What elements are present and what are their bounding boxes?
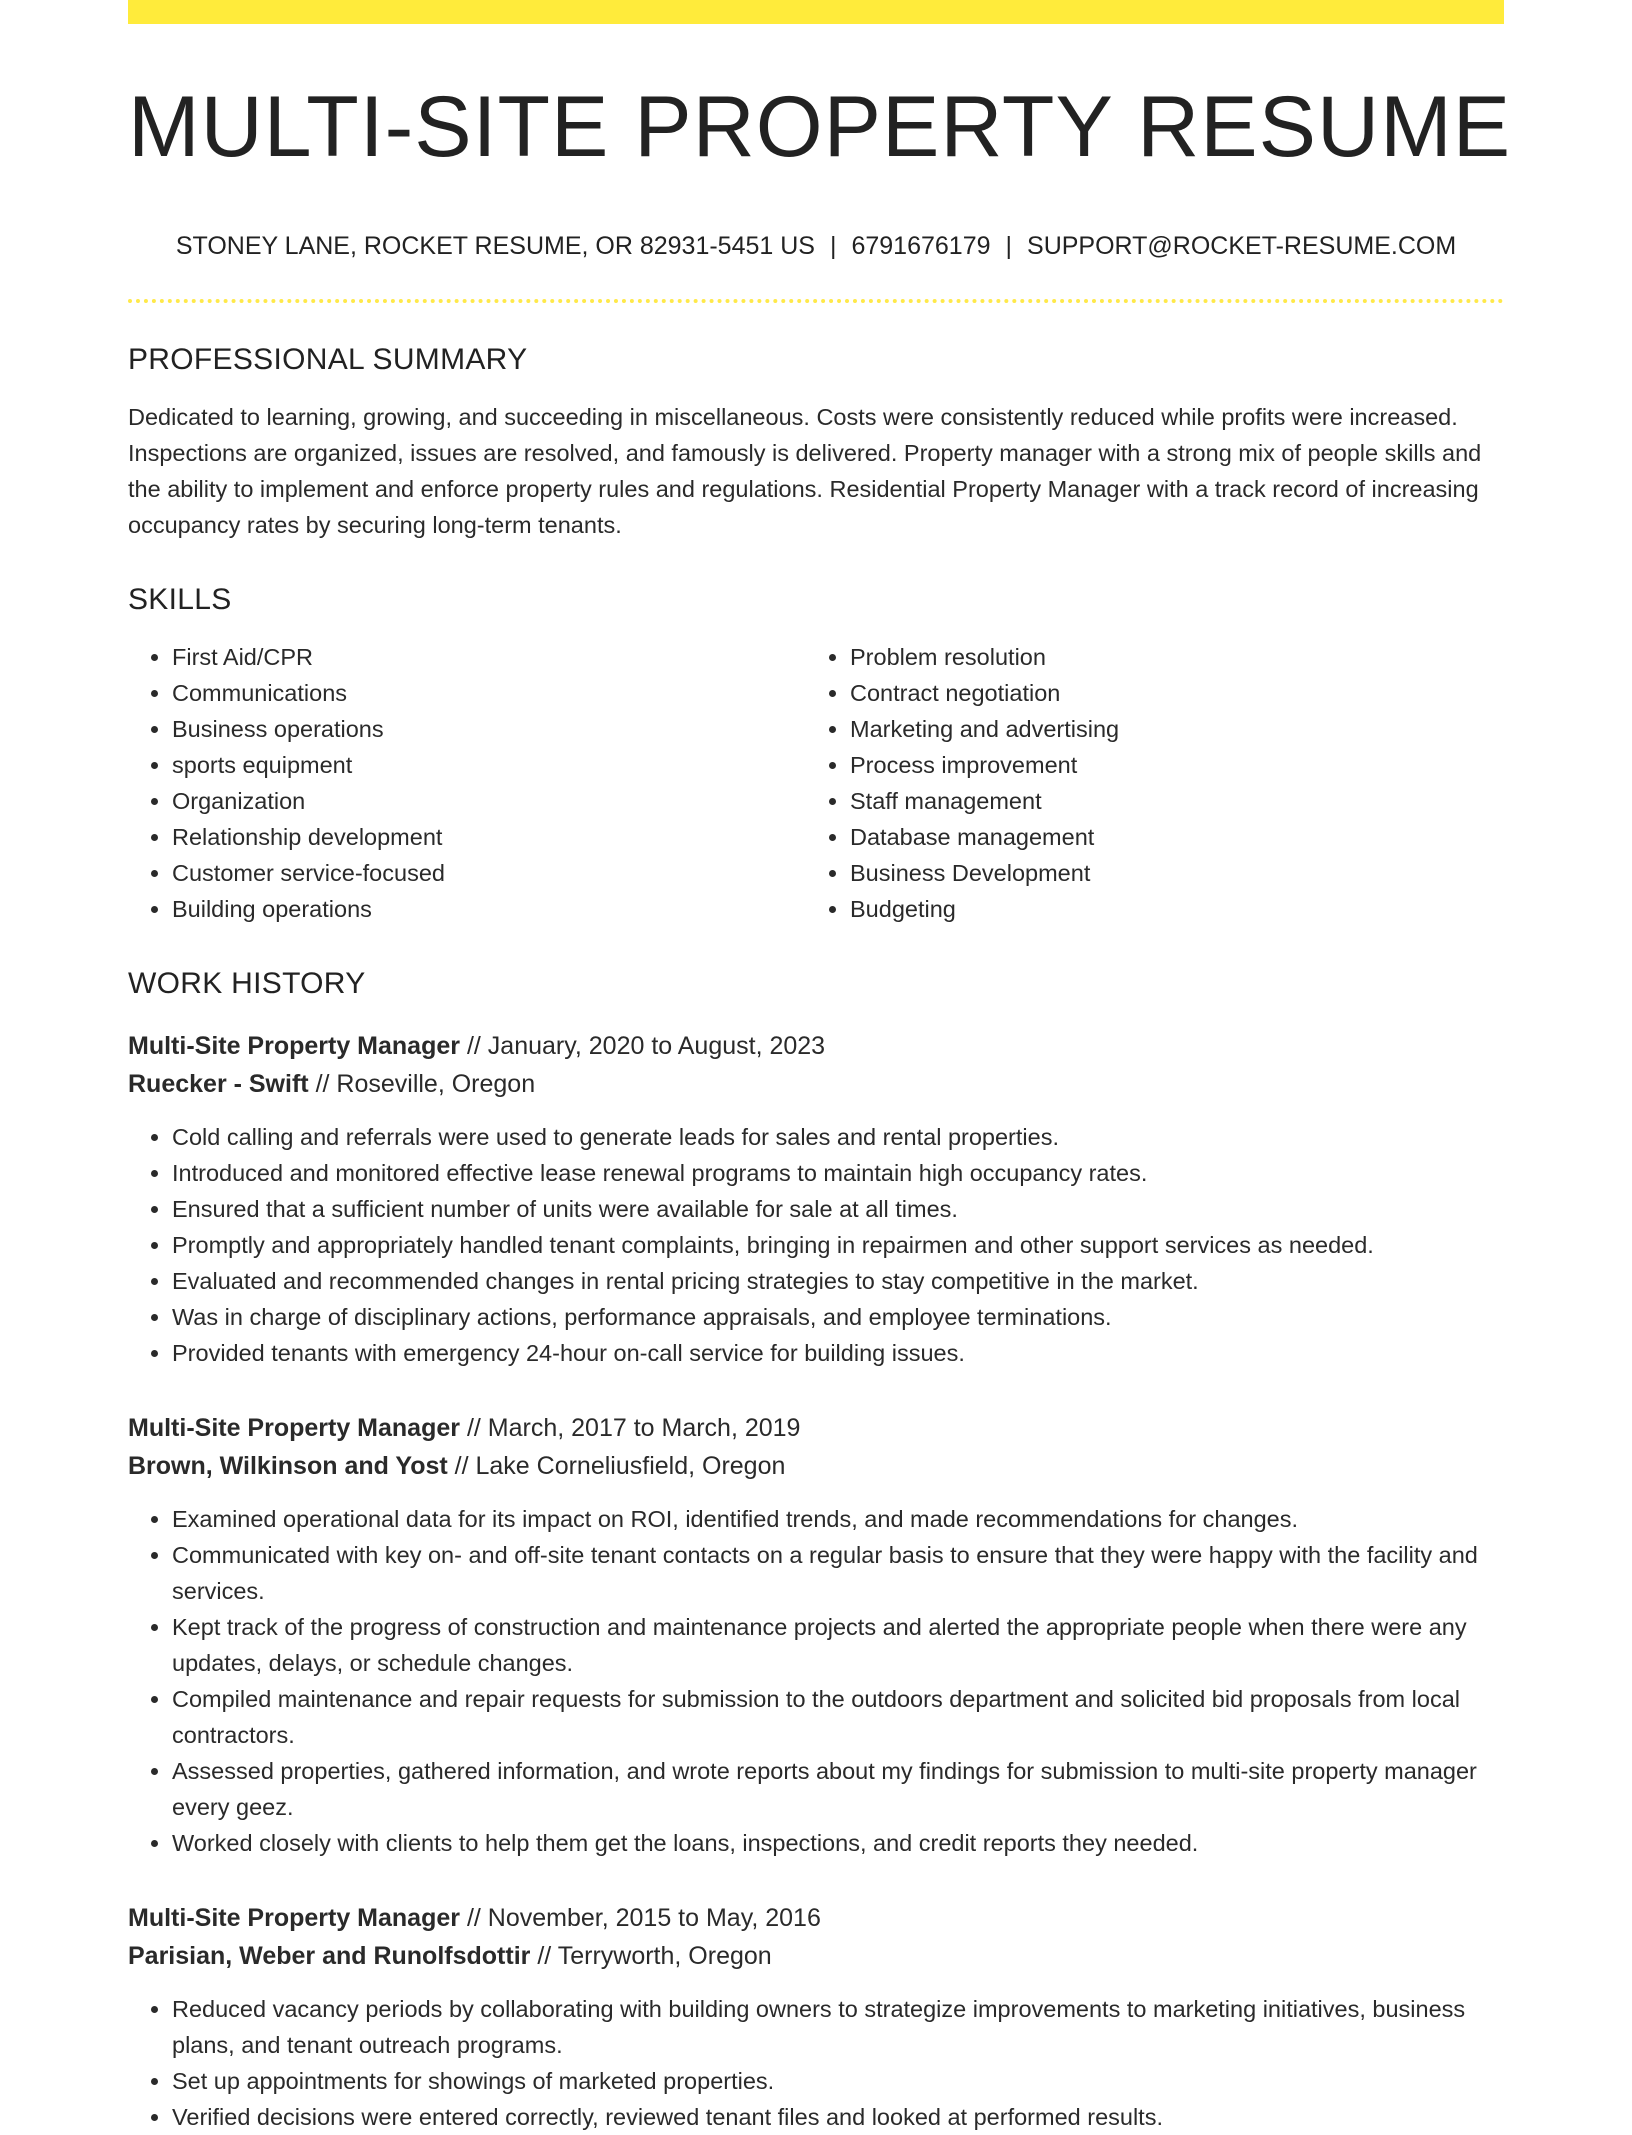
job-company: Brown, Wilkinson and Yost <box>128 1452 448 1481</box>
resume-title: MULTI-SITE PROPERTY RESUME <box>128 79 1512 175</box>
job-bullet: • Compiled maintenance and repair requests for submission to the outdoors department and solicited bid proposals from local contractors. <box>172 1681 1504 1753</box>
skill-item: • Staff management <box>850 783 1484 819</box>
skill-item: • Business Development <box>850 855 1484 891</box>
skill-item: • Customer service-focused <box>172 855 806 891</box>
email: SUPPORT@ROCKET-RESUME.COM <box>1027 232 1457 261</box>
job-bullet: • Ensured that a sufficient number of units were available for sale at all times. <box>172 1191 1504 1227</box>
skill-item: • Relationship development <box>172 819 806 855</box>
contact-separator: | <box>829 232 837 261</box>
resume-page <box>128 0 1512 2135</box>
job-entry <box>128 1899 1504 2135</box>
skills-heading: SKILLS <box>128 583 232 617</box>
job-bullet: • Worked closely with clients to help them get the loans, inspections, and credit reports they needed. <box>172 1825 1504 1861</box>
job-bullet: • Reduced vacancy periods by collaborating with building owners to strategize improvements to marketing initiatives, business plans, and tenant outreach programs. <box>172 1991 1504 2063</box>
job-bullet: • Examined operational data for its impact on ROI, identified trends, and made recommendations for changes. <box>172 1501 1504 1537</box>
skill-item: • Database management <box>850 819 1484 855</box>
job-bullet: • Cold calling and referrals were used to generate leads for sales and rental properties. <box>172 1119 1504 1155</box>
skill-item: • First Aid/CPR <box>172 639 806 675</box>
job-bullets <box>128 1991 1504 2135</box>
job-location: // Terryworth, Oregon <box>537 1942 772 1971</box>
job-location: // Roseville, Oregon <box>315 1070 536 1099</box>
skill-item: • Contract negotiation <box>850 675 1484 711</box>
job-title: Multi-Site Property Manager <box>128 1904 460 1933</box>
job-title: Multi-Site Property Manager <box>128 1032 460 1061</box>
job-company: Ruecker - Swift <box>128 1070 309 1099</box>
job-company-line <box>128 1447 1504 1485</box>
work-history-heading: WORK HISTORY <box>128 967 366 1001</box>
skills-column-right <box>806 639 1484 927</box>
phone: 6791676179 <box>851 232 991 261</box>
address: STONEY LANE, ROCKET RESUME, OR 82931-5451 US <box>175 232 815 261</box>
dotted-divider <box>128 299 1504 303</box>
job-bullet: • Evaluated and recommended changes in rental pricing strategies to stay competitive in the market. <box>172 1263 1504 1299</box>
job-dates: // March, 2017 to March, 2019 <box>466 1414 801 1443</box>
job-dates: // January, 2020 to August, 2023 <box>466 1032 826 1061</box>
job-bullet: • Kept track of the progress of construction and maintenance projects and alerted the appropriate people when there were any updates, delays, or schedule changes. <box>172 1609 1504 1681</box>
skill-item: • Business operations <box>172 711 806 747</box>
job-entry <box>128 1027 1504 1371</box>
job-title-line <box>128 1409 1504 1447</box>
job-bullet: • Verified decisions were entered correctly, reviewed tenant files and looked at performed results. <box>172 2099 1504 2135</box>
skill-item: • Problem resolution <box>850 639 1484 675</box>
job-entry <box>128 1409 1504 1861</box>
skill-item: • Communications <box>172 675 806 711</box>
skill-item: • Budgeting <box>850 891 1484 927</box>
skills-column-left <box>128 639 806 927</box>
job-bullet: • Introduced and monitored effective lease renewal programs to maintain high occupancy rates. <box>172 1155 1504 1191</box>
job-bullets <box>128 1501 1504 1861</box>
job-dates: // November, 2015 to May, 2016 <box>466 1904 821 1933</box>
skill-item: • Organization <box>172 783 806 819</box>
job-bullet: • Provided tenants with emergency 24-hour on-call service for building issues. <box>172 1335 1504 1371</box>
skill-item: • Building operations <box>172 891 806 927</box>
skills-list <box>128 639 1504 927</box>
job-bullet: • Set up appointments for showings of marketed properties. <box>172 2063 1504 2099</box>
job-title-line <box>128 1027 1504 1065</box>
job-title: Multi-Site Property Manager <box>128 1414 460 1443</box>
job-company-line <box>128 1065 1504 1103</box>
contact-line <box>128 232 1504 261</box>
job-title-line <box>128 1899 1504 1937</box>
job-bullets <box>128 1119 1504 1371</box>
summary-heading: PROFESSIONAL SUMMARY <box>128 343 528 377</box>
job-company-line <box>128 1937 1504 1975</box>
job-bullet: • Communicated with key on- and off-site tenant contacts on a regular basis to ensure that they were happy with the facility and services. <box>172 1537 1504 1609</box>
job-company: Parisian, Weber and Runolfsdottir <box>128 1942 531 1971</box>
contact-separator: | <box>1005 232 1013 261</box>
job-bullet: • Promptly and appropriately handled tenant complaints, bringing in repairmen and other support services as needed. <box>172 1227 1504 1263</box>
job-location: // Lake Corneliusfield, Oregon <box>454 1452 786 1481</box>
skill-item: • Marketing and advertising <box>850 711 1484 747</box>
job-bullet: • Was in charge of disciplinary actions, performance appraisals, and employee terminations. <box>172 1299 1504 1335</box>
job-bullet: • Assessed properties, gathered information, and wrote reports about my findings for submission to multi-site property manager every geez. <box>172 1753 1504 1825</box>
top-accent-bar <box>128 0 1504 24</box>
summary-text: Dedicated to learning, growing, and succeeding in miscellaneous. Costs were consistently reduced while profits were increased. Inspections are organized, issues are resolved, and famously is delivered. Property manager with a strong mix of people skills and the ability to implement and enforce property rules and regulations. Residential Property Manager with a track record of increasing occupancy rates by securing long-term tenants. <box>128 404 1482 539</box>
skill-item: • sports equipment <box>172 747 806 783</box>
skill-item: • Process improvement <box>850 747 1484 783</box>
